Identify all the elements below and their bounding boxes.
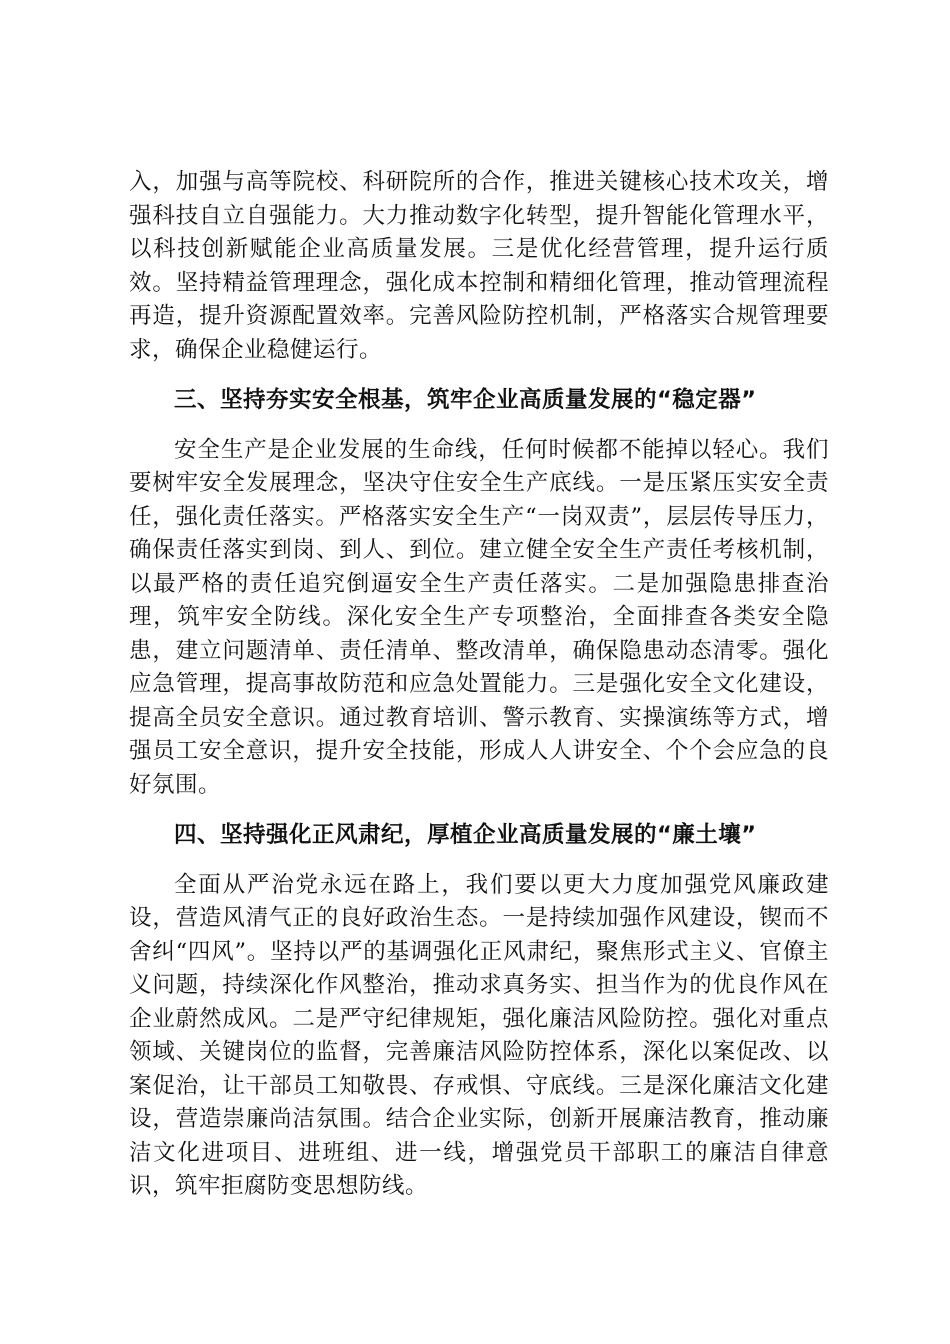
section-4-body: 全面从严治党永远在路上，我们要以更大力度加强党风廉政建设，营造风清气正的良好政治生态。一是持续加强作风建设，锲而不舍纠“四风”。坚持以严的基调强化正风肃纪，聚焦形式主义、官僚主义问题，持续深化作风整治，推动求真务实、担当作为的优良作风在企业蔚然成风。二是严守纪律规矩，强化廉洁风险防控。强化对重点领域、关键岗位的监督，完善廉洁风险防控体系，深化以案促改、以案促治，让干部员工知敬畏、存戒惧、守底线。三是深化廉洁文化建设，营造崇廉尚洁氛围。结合企业实际，创新开展廉洁教育，推动廉洁文化进项目、进班组、进一线，增强党员干部职工的廉洁自律意识，筑牢拒腐防变思想防线。 bbox=[129, 871, 829, 1199]
section-4-heading: 四、坚持强化正风肃纪，厚植企业高质量发展的“廉土壤” bbox=[174, 822, 757, 848]
document-page bbox=[129, 166, 829, 1204]
continuation-paragraph: 入，加强与高等院校、科研院所的合作，推进关键核心技术攻关，增强科技自立自强能力。大力推动数字化转型，提升智能化管理水平，以科技创新赋能企业高质量发展。三是优化经营管理，提升运行质效。坚持精益管理理念，强化成本控制和精细化管理，推动管理流程再造，提升资源配置效率。完善风险防控机制，严格落实合规管理要求，确保企业稳健运行。 bbox=[129, 169, 829, 363]
section-3-body: 安全生产是企业发展的生命线，任何时候都不能掉以轻心。我们要树牢安全发展理念，坚决守住安全生产底线。一是压紧压实安全责任，强化责任落实。严格落实安全生产“一岗双责”，层层传导压力，确保责任落实到岗、到人、到位。建立健全安全生产责任考核机制，以最严格的责任追究倒逼安全生产责任落实。二是加强隐患排查治理，筑牢安全防线。深化安全生产专项整治，全面排查各类安全隐患，建立问题清单、责任清单、整改清单，确保隐患动态清零。强化应急管理，提高事故防范和应急处置能力。三是强化安全文化建设，提高全员安全意识。通过教育培训、警示教育、实操演练等方式，增强员工安全意识，提升安全技能，形成人人讲安全、个个会应急的良好氛围。 bbox=[129, 436, 829, 798]
section-3-heading: 三、坚持夯实安全根基，筑牢企业高质量发展的“稳定器” bbox=[174, 387, 757, 413]
